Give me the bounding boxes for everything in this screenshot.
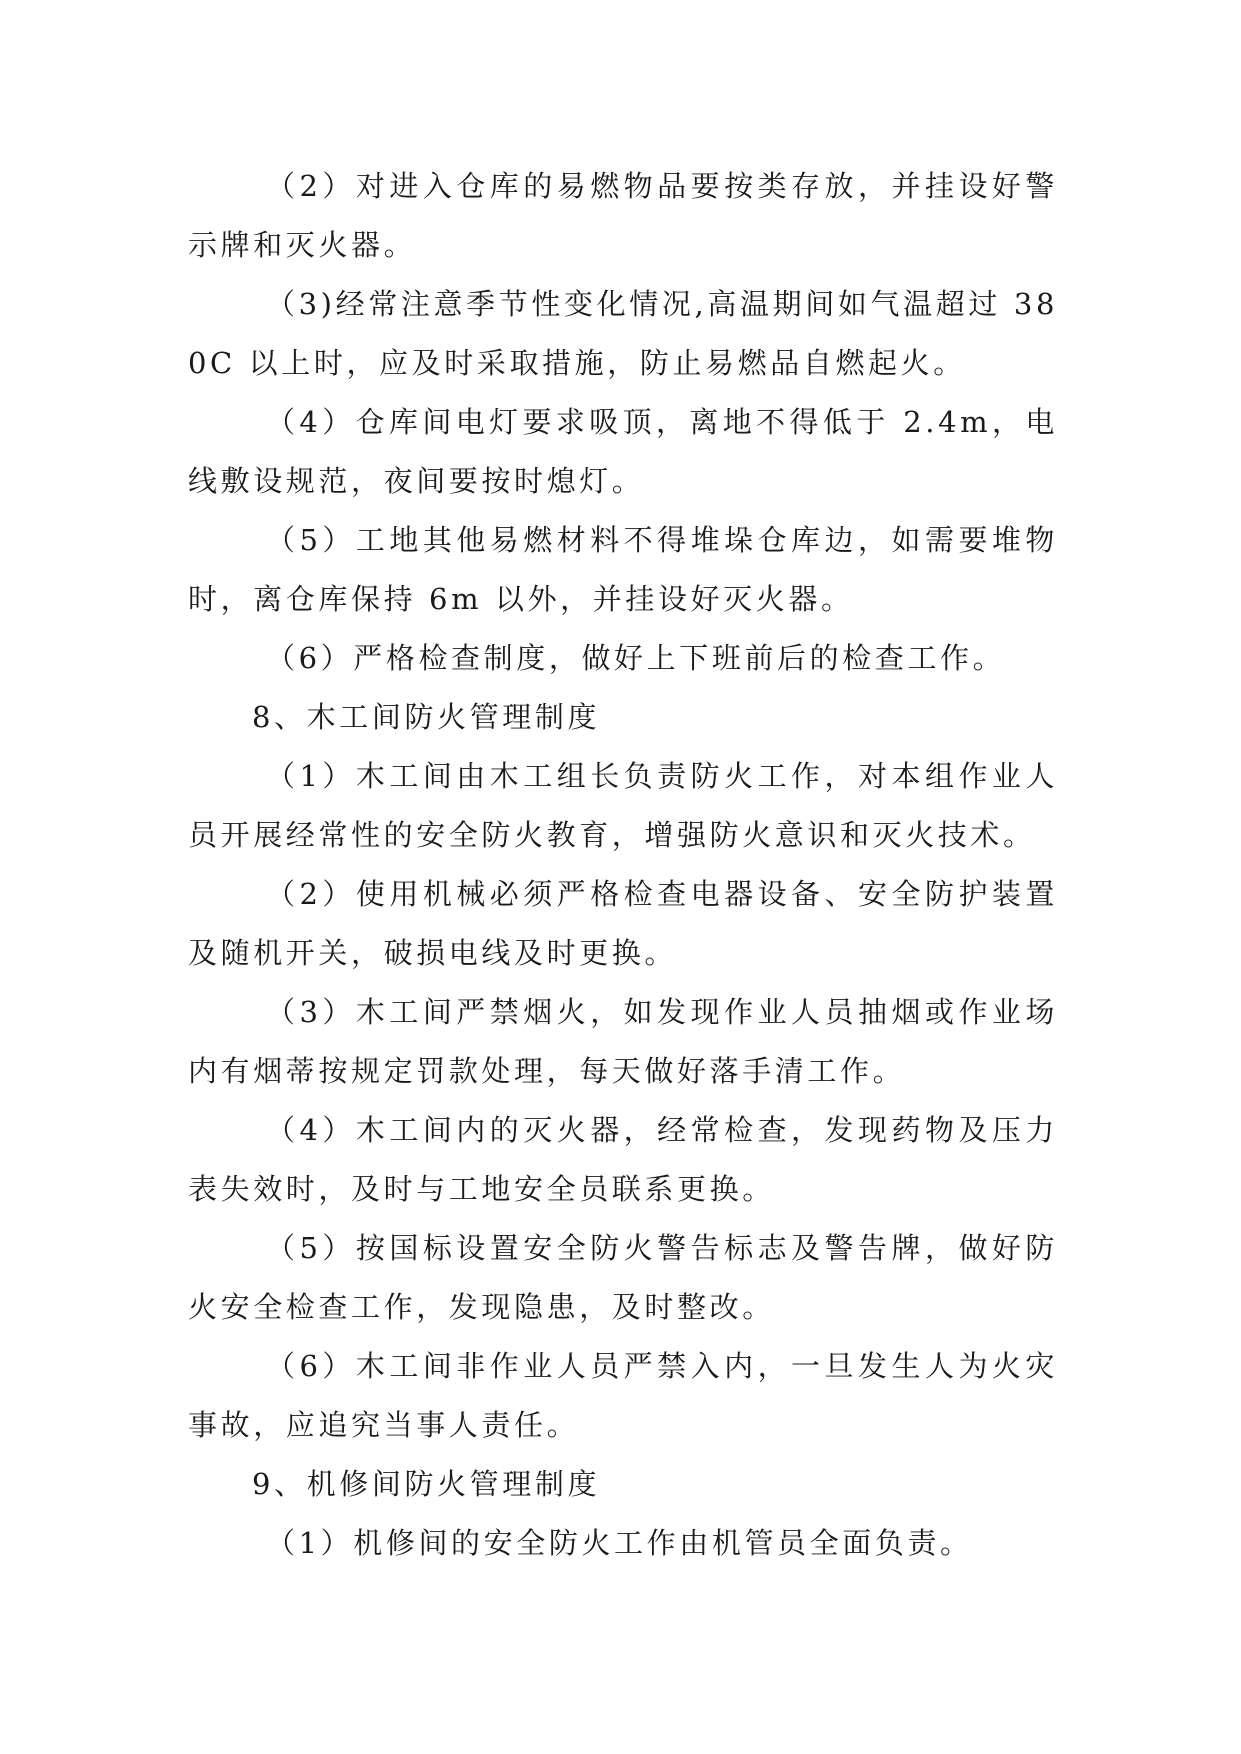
paragraph-warehouse-rule-2: （2）对进入仓库的易燃物品要按类存放，并挂设好警示牌和灭火器。	[188, 169, 1058, 262]
paragraph-carpentry-rule-1: （1）木工间由木工组长负责防火工作，对本组作业人员开展经常性的安全防火教育，增强防火意识和灭火技术。	[188, 759, 1058, 852]
paragraph-warehouse-rule-3: （3)经常注意季节性变化情况,高温期间如气温超过 38 0C 以上时，应及时采取措施，防止易燃品自燃起火。	[188, 287, 1058, 380]
paragraph-warehouse-rule-5: （5）工地其他易燃材料不得堆垛仓库边，如需要堆物时，离仓库保持 6m 以外，并挂设好灭火器。	[188, 523, 1058, 616]
paragraph-carpentry-rule-4: （4）木工间内的灭火器，经常检查，发现药物及压力表失效时，及时与工地安全员联系更换。	[188, 1113, 1058, 1206]
paragraph-carpentry-rule-5: （5）按国标设置安全防火警告标志及警告牌，做好防火安全检查工作，发现隐患，及时整改。	[188, 1231, 1058, 1324]
document-body	[188, 157, 1058, 1573]
paragraph-carpentry-rule-2: （2）使用机械必须严格检查电器设备、安全防护装置及随机开关，破损电线及时更换。	[188, 877, 1058, 970]
section-heading-carpentry: 8、木工间防火管理制度	[252, 700, 601, 734]
paragraph-warehouse-rule-6: （6）严格检查制度，做好上下班前后的检查工作。	[266, 641, 1006, 675]
paragraph-carpentry-rule-3: （3）木工间严禁烟火，如发现作业人员抽烟或作业场内有烟蒂按规定罚款处理，每天做好落手清工作。	[188, 995, 1058, 1088]
paragraph-machine-repair-rule-1: （1）机修间的安全防火工作由机管员全面负责。	[266, 1526, 973, 1560]
paragraph-warehouse-rule-4: （4）仓库间电灯要求吸顶，离地不得低于 2.4m，电线敷设规范，夜间要按时熄灯。	[188, 405, 1058, 498]
section-heading-machine-repair: 9、机修间防火管理制度	[252, 1467, 601, 1501]
paragraph-carpentry-rule-6: （6）木工间非作业人员严禁入内，一旦发生人为火灾事故，应追究当事人责任。	[188, 1349, 1058, 1442]
